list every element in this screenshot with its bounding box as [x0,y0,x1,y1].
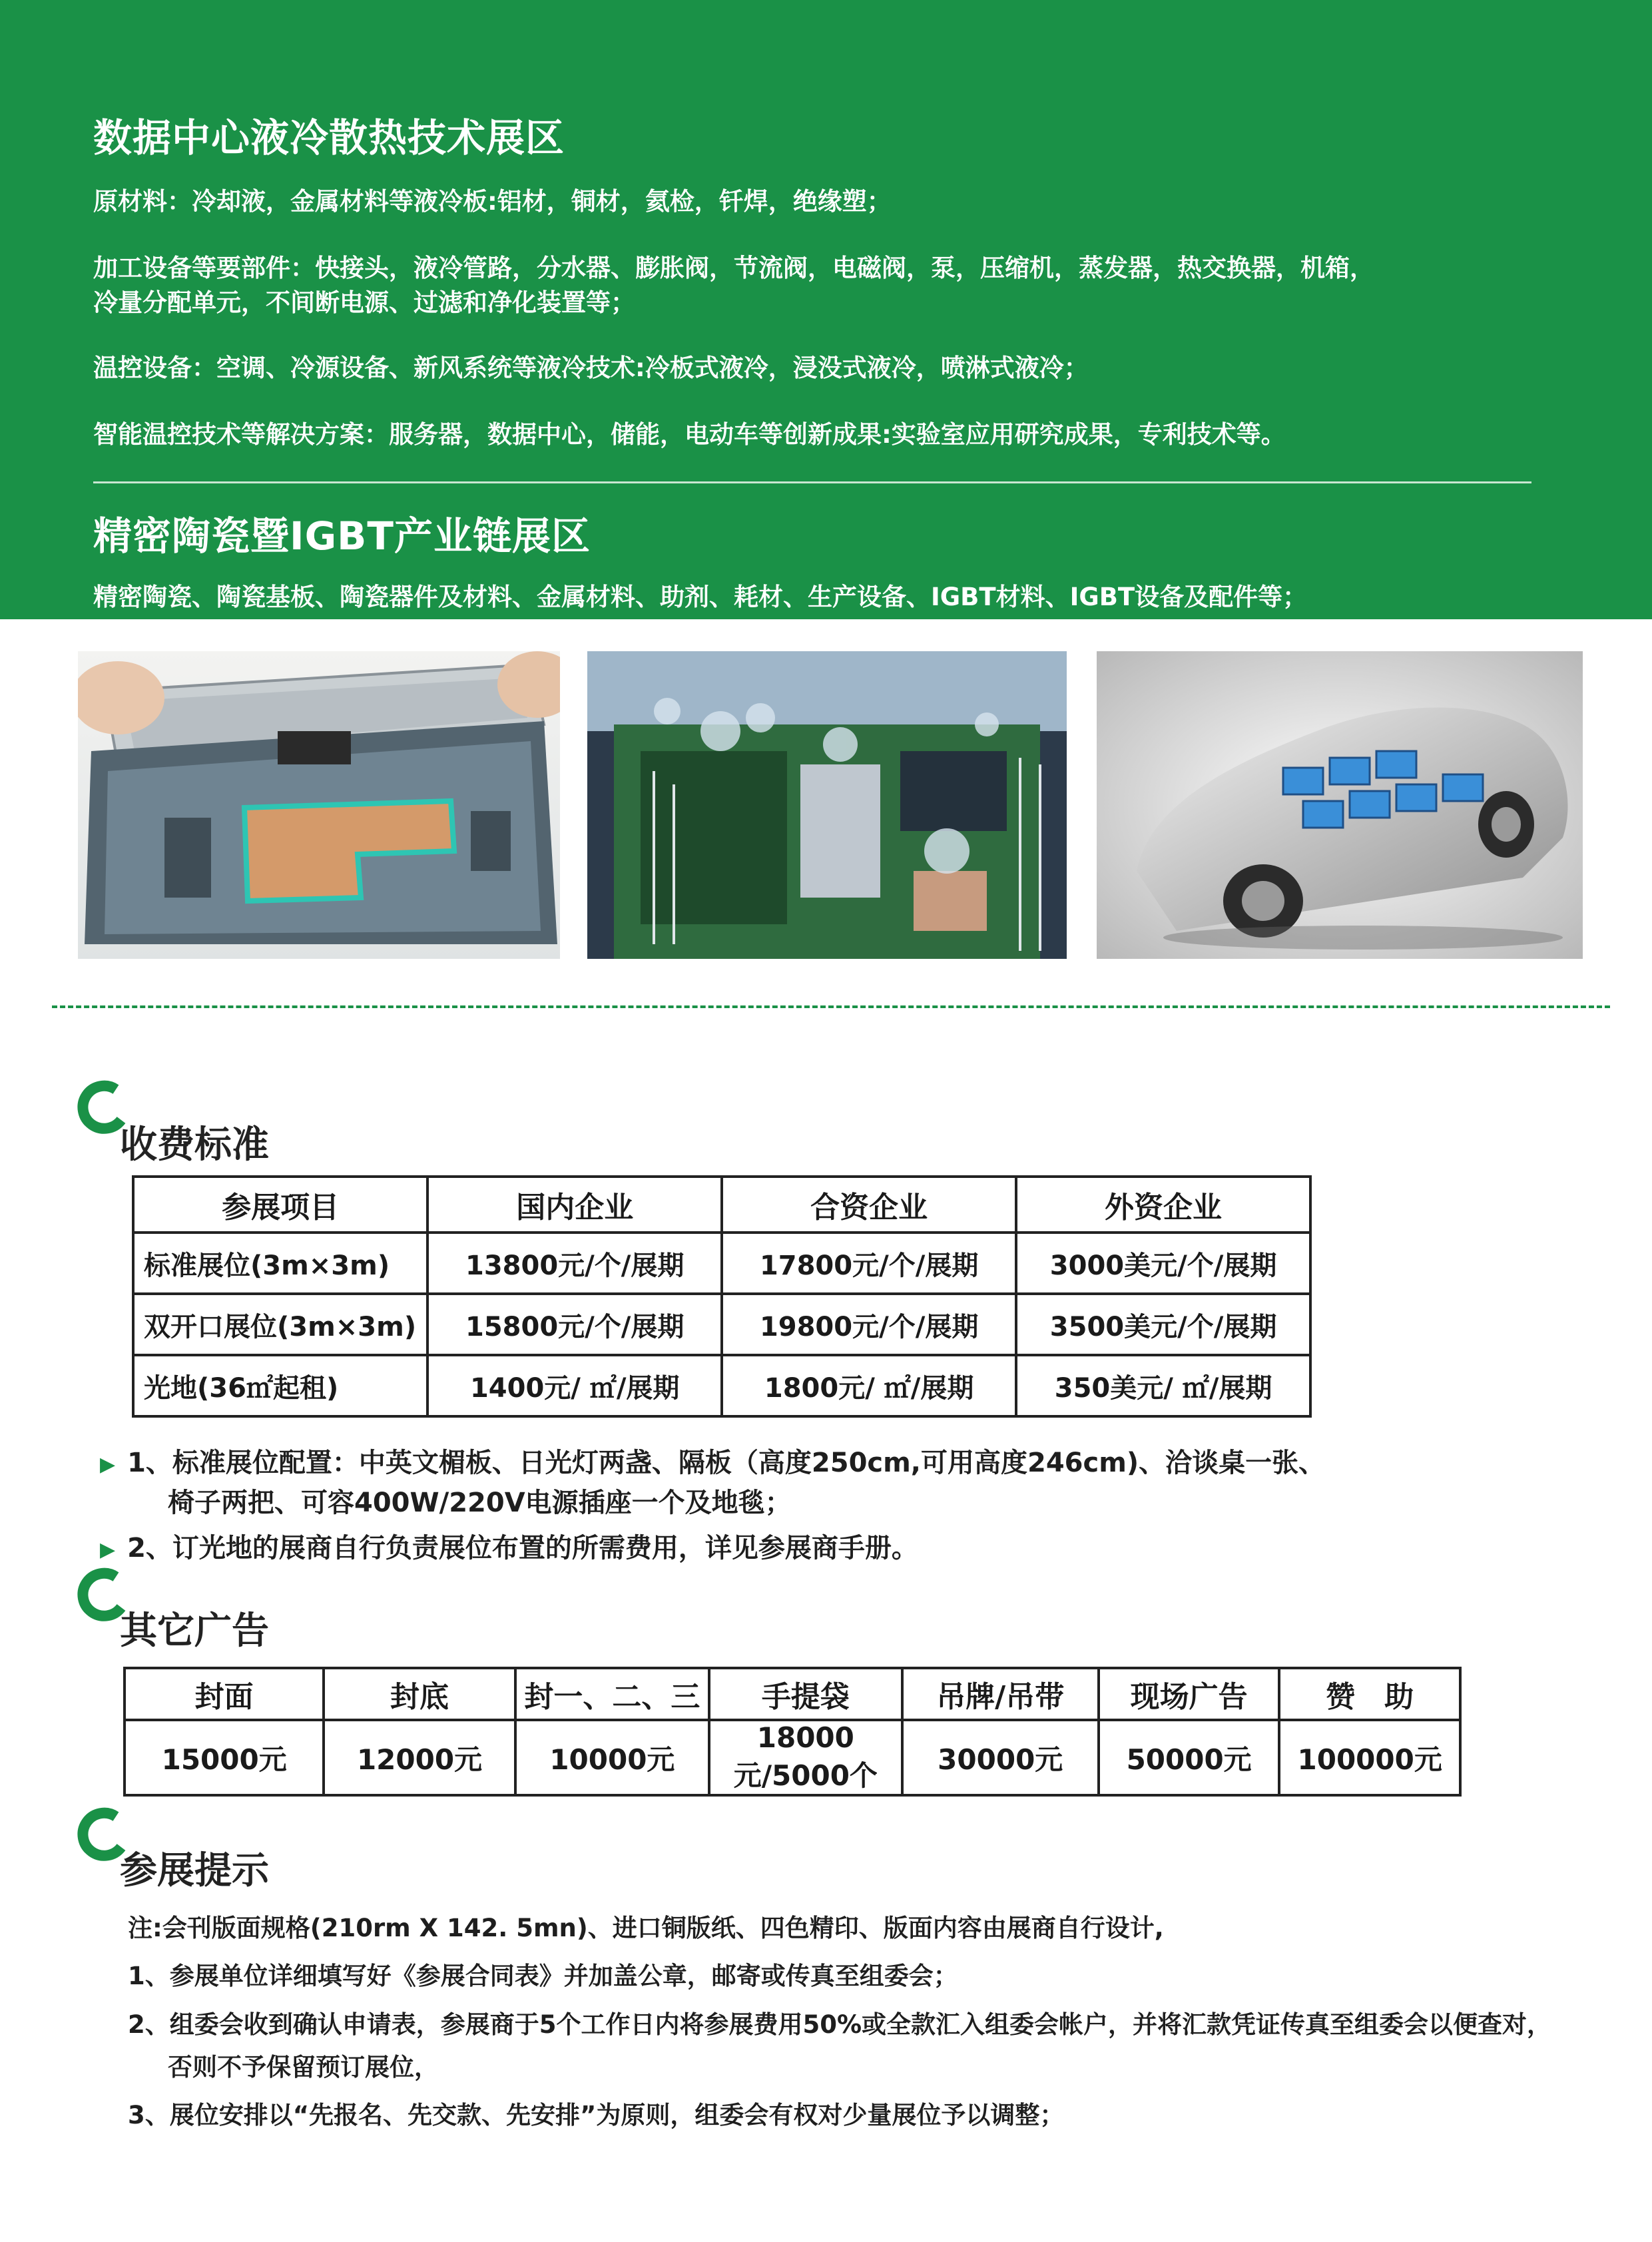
fee-note-continued: 椅子两把、可容400W/220V电源插座一个及地毯； [168,1488,792,1518]
table-cell: 50000元 [1099,1720,1279,1795]
table-cell: 光地(36㎡起租) [133,1355,427,1416]
table-cell: 双开口展位(3m×3m) [133,1294,427,1355]
tip-line: 3、展位安排以“先报名、先交款、先安排”为原则，组委会有权对少量展位予以调整； [128,2101,1065,2129]
column-header: 封底 [324,1668,515,1720]
exhibition-zones-panel [0,0,1652,619]
table-cell: 3000美元/个/展期 [1016,1233,1310,1294]
column-header: 外资企业 [1016,1177,1310,1233]
triangle-bullet-icon: ▶ [100,1538,116,1561]
section-title-ads: 其它广告 [120,1609,269,1653]
zone-line: 加工设备等要部件：快接头，液冷管路，分水器、膨胀阀，节流阀，电磁阀，泵，压缩机，蒸发器，热交换器，机箱， [93,254,1374,282]
tip-line: 1、参展单位详细填写好《参展合同表》并加盖公章，邮寄或传真至组委会； [128,1962,958,1990]
table-cell: 30000元 [902,1720,1099,1795]
column-header: 封一、二、三 [515,1668,709,1720]
zone-line: 原材料：冷却液，金属材料等液冷板:铝材，铜材，氦检，钎焊，绝缘塑； [93,187,892,216]
zone-line: 冷量分配单元，不间断电源、过滤和净化装置等； [93,288,635,317]
zone-line: 智能温控技术等解决方案：服务器，数据中心，储能，电动车等创新成果:实验室应用研究成果，专利技术等。 [93,420,1286,449]
table-cell: 13800元/个/展期 [427,1233,722,1294]
tip-line-continued: 否则不予保留预订展位， [168,2053,439,2082]
zone-title-ceramics-igbt: 精密陶瓷暨IGBT产业链展区 [93,513,591,559]
tip-line: 2、组委会收到确认申请表，参展商于5个工作日内将参展费用50%或全款汇入组委会帐户，并将汇款凭证传真至组委会以便查对， [128,2010,1552,2039]
fee-note-text: 2、订光地的展商自行负责展位布置的所需费用，详见参展商手册。 [127,1533,918,1563]
fee-note [100,1442,1325,1480]
table-cell: 17800元/个/展期 [722,1233,1016,1294]
table-row [133,1355,1310,1416]
dashed-divider [52,1005,1610,1008]
photo-server-immersion-cooling [587,651,1067,959]
photo-phone-cooling-plate [78,651,560,959]
table-cell: 350美元/ ㎡/展期 [1016,1355,1310,1416]
table-cell: 15000元 [125,1720,324,1795]
triangle-bullet-icon: ▶ [100,1452,116,1476]
table-cell: 3500美元/个/展期 [1016,1294,1310,1355]
ad-price-table [123,1667,1462,1797]
section-title-tips: 参展提示 [120,1849,269,1892]
table-cell: 1800元/ ㎡/展期 [722,1355,1016,1416]
column-header: 吊牌/吊带 [902,1668,1099,1720]
fee-table [132,1175,1312,1418]
table-cell: 19800元/个/展期 [722,1294,1016,1355]
table-row [125,1720,1460,1795]
zone-line: 精密陶瓷、陶瓷基板、陶瓷器件及材料、金属材料、助剂、耗材、生产设备、IGBT材料、IGBT设备及配件等； [93,583,1308,611]
zone-line: 温控设备：空调、冷源设备、新风系统等液冷技术:冷板式液冷，浸没式液冷，喷淋式液冷； [93,354,1089,382]
table-header-row [133,1177,1310,1233]
table-cell: 12000元 [324,1720,515,1795]
column-header: 赞 助 [1279,1668,1460,1720]
column-header: 参展项目 [133,1177,427,1233]
fee-note [100,1527,918,1565]
column-header: 封面 [125,1668,324,1720]
fee-note-text: 1、标准展位配置：中英文楣板、日光灯两盏、隔板（高度250cm,可用高度246cm)、洽谈桌一张、 [127,1448,1326,1478]
column-header: 合资企业 [722,1177,1016,1233]
column-header: 现场广告 [1099,1668,1279,1720]
photo-ev-battery-car [1097,651,1583,959]
column-header: 手提袋 [709,1668,902,1720]
table-cell: 1400元/ ㎡/展期 [427,1355,722,1416]
table-cell: 100000元 [1279,1720,1460,1795]
table-cell: 10000元 [515,1720,709,1795]
table-cell: 18000元/5000个 [709,1720,902,1795]
table-cell: 标准展位(3m×3m) [133,1233,427,1294]
table-row [133,1233,1310,1294]
table-cell: 15800元/个/展期 [427,1294,722,1355]
column-header: 国内企业 [427,1177,722,1233]
table-row [133,1294,1310,1355]
table-header-row [125,1668,1460,1720]
divider [93,481,1531,483]
zone-title-liquid-cooling: 数据中心液冷散热技术展区 [93,115,565,160]
section-title-fees: 收费标准 [120,1123,269,1167]
tip-line: 注:会刊版面规格(210rm X 142. 5mn)、进口铜版纸、四色精印、版面内容由展商自行设计, [128,1914,1164,1942]
